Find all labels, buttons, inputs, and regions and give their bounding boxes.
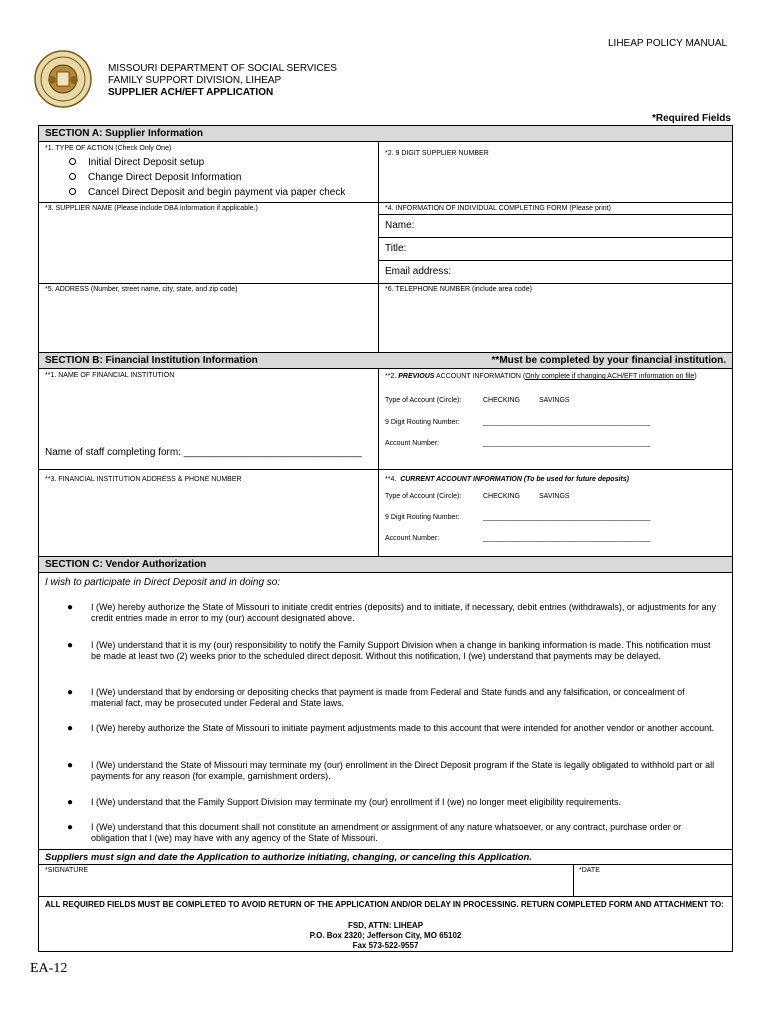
fi-name-label: **1. NAME OF FINANCIAL INSTITUTION — [45, 372, 175, 379]
supplier-number-field[interactable] — [385, 162, 725, 198]
list-item: ● I (We) understand that the Family Support Division may terminate my (our) enrollment if I (we) no longer meet eligibility requirements. — [67, 797, 622, 808]
radio-icon[interactable] — [69, 173, 76, 180]
prev-type-of-account: Type of Account (Circle): — [385, 397, 462, 404]
supplier-name-field[interactable] — [45, 216, 371, 282]
date-field[interactable] — [579, 876, 727, 892]
form-title: SUPPLIER ACH/EFT APPLICATION — [108, 87, 274, 98]
type-of-action-label: *1. TYPE OF ACTION (Check Only One) — [45, 145, 172, 152]
prev-routing-label: 9 Digit Routing Number: — [385, 419, 460, 426]
footer-addr-1: FSD, ATTN: LIHEAP — [347, 921, 424, 930]
section-c-header: SECTION C: Vendor Authorization — [39, 556, 732, 573]
bullet-icon: ● — [67, 687, 74, 698]
title-label[interactable]: Title: — [385, 243, 407, 254]
bullet-icon: ● — [67, 602, 74, 613]
signature-field[interactable] — [45, 876, 569, 892]
prev-checking-option[interactable]: CHECKING — [483, 397, 520, 404]
bullet-icon: ● — [67, 723, 74, 734]
section-b-header — [39, 352, 732, 369]
bullet-icon: ● — [67, 822, 74, 833]
section-a-header: SECTION A: Supplier Information — [39, 126, 732, 142]
cur-routing-field[interactable]: ___________________________________________ — [483, 514, 651, 521]
previous-account-label: **2. PREVIOUS ACCOUNT INFORMATION (Only complete if changing ACH/EFT information on file) — [385, 373, 697, 380]
staff-completing-field[interactable]: Name of staff completing form: ________________________________ — [45, 447, 362, 458]
prev-account-field[interactable]: ___________________________________________ — [483, 440, 651, 447]
bullet-icon: ● — [67, 797, 74, 808]
cur-savings-option[interactable]: SAVINGS — [539, 493, 570, 500]
list-item: ● I (We) understand that it is my (our) responsibility to notify the Family Support Division when a change in banking information is made. This notification must be made at least two (2) weeks prior to the scheduled direct deposit. Without this notification, I (we) understand that payments may be delayed. — [67, 640, 711, 661]
email-label[interactable]: Email address: — [385, 266, 452, 277]
cur-account-field[interactable]: ___________________________________________ — [483, 535, 651, 542]
signature-label: *SIGNATURE — [45, 867, 89, 874]
radio-icon[interactable] — [69, 158, 76, 165]
cur-type-of-account: Type of Account (Circle): — [385, 493, 462, 500]
application-form — [38, 125, 733, 952]
list-item: ● I (We) understand that by endorsing or depositing checks that payment is made from Federal and State funds and any falsification, or concealment of material fact, may be prosecuted under Federal and State laws. — [67, 687, 685, 708]
radio-icon[interactable] — [69, 188, 76, 195]
section-b-title: SECTION B: Financial Institution Information — [45, 355, 258, 366]
cur-routing-label: 9 Digit Routing Number: — [385, 514, 460, 521]
date-label: *DATE — [579, 867, 600, 874]
telephone-field[interactable] — [385, 296, 725, 348]
telephone-label: *6. TELEPHONE NUMBER (include area code) — [385, 286, 532, 293]
dept-name: MISSOURI DEPARTMENT OF SOCIAL SERVICES — [108, 63, 337, 74]
option-change[interactable]: Change Direct Deposit Information — [69, 172, 241, 183]
option-cancel[interactable]: Cancel Direct Deposit and begin payment via paper check — [69, 187, 345, 198]
bullet-icon: ● — [67, 640, 74, 651]
cur-account-label: Account Number: — [385, 535, 440, 542]
list-item: ● I (We) hereby authorize the State of Missouri to initiate credit entries (deposits) and to initiate, if necessary, debit entries (withdrawals), or adjustments for any credit entries made in error to my (our) account designated above. — [67, 602, 716, 623]
current-account-label: **4. CURRENT ACCOUNT INFORMATION (To be used for future deposits) — [385, 476, 629, 483]
must-complete-note: **Must be completed by your financial institution. — [491, 355, 726, 366]
state-seal-icon — [34, 50, 92, 108]
prev-savings-option[interactable]: SAVINGS — [539, 397, 570, 404]
prev-account-label: Account Number: — [385, 440, 440, 447]
list-item: ● I (We) understand that this document shall not constitute an amendment or assignment of any nature whatsoever, or any contract, purchase order or obligation that I (we) may have with any agency of the State of Missouri. — [67, 822, 682, 843]
footer-addr-2: P.O. Box 2320; Jefferson City, MO 65102 — [309, 931, 462, 940]
supplier-name-label: *3. SUPPLIER NAME (Please include DBA information if applicable.) — [45, 205, 258, 212]
fi-address-field[interactable] — [45, 488, 371, 552]
supplier-number-label: *2. 9 DIGIT SUPPLIER NUMBER — [385, 150, 489, 157]
prev-routing-field[interactable]: ___________________________________________ — [483, 419, 651, 426]
name-label[interactable]: Name: — [385, 220, 415, 231]
footer-addr-3: Fax 573-522-9557 — [352, 941, 419, 950]
division-name: FAMILY SUPPORT DIVISION, LIHEAP — [108, 75, 282, 86]
required-note: *Required Fields — [652, 113, 731, 124]
footer-notice: ALL REQUIRED FIELDS MUST BE COMPLETED TO AVOID RETURN OF THE APPLICATION AND/OR DELAY IN PROCESSING. RETURN COMPLETED FORM AND ATTACHMENT TO: — [45, 900, 724, 909]
list-item: ● I (We) hereby authorize the State of Missouri to initiate payment adjustments made to this account that were intended for another vendor or another account. — [67, 723, 715, 734]
list-item: ● I (We) understand the State of Missouri may terminate my (our) enrollment in the Direct Deposit program if the State is legally obligated to withhold part or all payments for any reason (for example, garnishment orders). — [67, 760, 715, 781]
cur-checking-option[interactable]: CHECKING — [483, 493, 520, 500]
bullet-icon: ● — [67, 760, 74, 771]
manual-title: LIHEAP POLICY MANUAL — [608, 38, 728, 49]
address-label: *5. ADDRESS (Number, street name, city, state, and zip code) — [45, 286, 238, 293]
section-c-intro: I wish to participate in Direct Deposit and in doing so: — [45, 577, 281, 588]
sign-statement: Suppliers must sign and date the Application to authorize initiating, changing, or canceling this Application. — [45, 852, 532, 863]
individual-info-label: *4. INFORMATION OF INDIVIDUAL COMPLETING FORM (Please print) — [385, 205, 611, 212]
address-field[interactable] — [45, 296, 371, 348]
form-number: EA-12 — [30, 961, 68, 976]
option-initial[interactable]: Initial Direct Deposit setup — [69, 157, 204, 168]
header-block — [108, 63, 337, 99]
fi-address-label: **3. FINANCIAL INSTITUTION ADDRESS & PHONE NUMBER — [45, 476, 242, 483]
